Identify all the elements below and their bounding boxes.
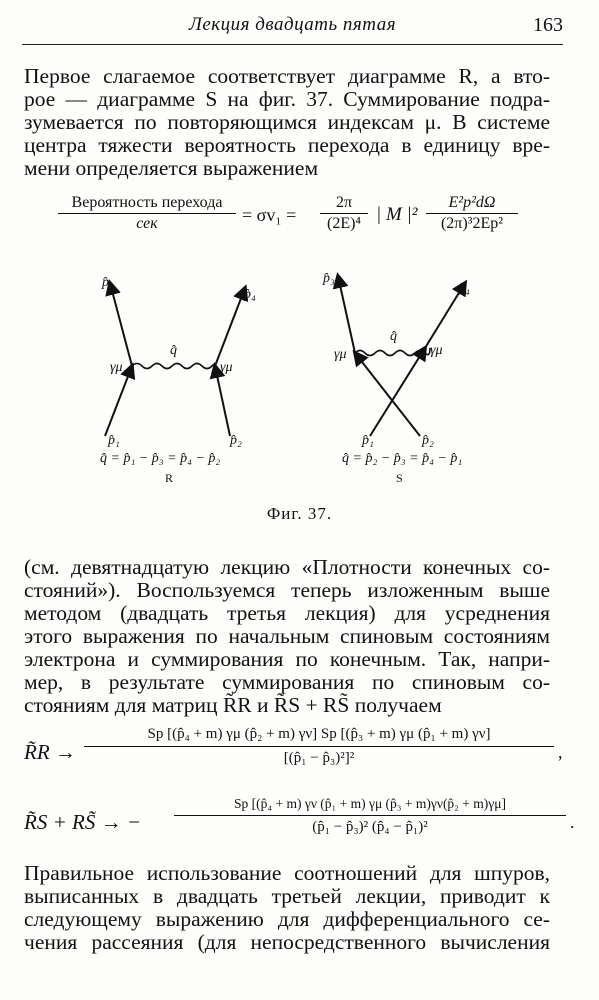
label-r-p1: p̂₁: [108, 433, 120, 448]
text-line: центра тяжести вероятность перехода в единицу вре-: [24, 133, 550, 157]
running-title: Лекция двадцать пятая: [188, 14, 397, 35]
text-line: следующему выражению для дифференциального се-: [24, 907, 550, 931]
equation-rr-comma: ,: [558, 742, 563, 762]
lhs-numerator: Вероятность перехода: [58, 194, 236, 214]
equation-rr-numerator: Sp [(p̂₄ + m) γμ (p̂₂ + m) γν] Sp [(p̂₃ + m) γμ (p̂₁ + m) γν]: [84, 726, 554, 747]
rate-formula: [58, 192, 568, 242]
electron-line-p1: [105, 366, 132, 436]
figure-caption: Фиг. 37.: [266, 504, 333, 523]
label-s-p3: p̂₃: [323, 271, 335, 286]
text-line: мени определяется выражением: [24, 156, 319, 180]
feynman-diagrams: [80, 258, 520, 498]
page-header: [22, 10, 563, 45]
label-s-vertex-right: γμ: [430, 343, 443, 358]
paragraph-1: [24, 65, 550, 180]
lhs-fraction: [58, 194, 236, 233]
text-line: чения рассеяния (для непосредственного вычисления: [24, 930, 550, 954]
equation-rs-period: .: [570, 812, 575, 832]
text-line: методом (двадцать третья лекция) для усреднения: [24, 601, 550, 625]
matrix-element: | M |²: [376, 204, 418, 225]
label-r-p2: p̂₂: [230, 433, 242, 448]
phase-numerator: E²p²dΩ: [426, 194, 518, 214]
relation-s: q̂ = p̂₂ − p̂₃ = p̂₄ − p̂₁: [342, 451, 463, 466]
text-line: этого выражения по начальным спиновым состояниям: [24, 624, 550, 648]
equation-rs-numerator: Sp [(p̂₄ + m) γν (p̂₁ + m) γμ (p̂₃ + m)γν(p̂₂ + m)γμ]: [174, 796, 566, 816]
label-s-p1: p̂₁: [362, 433, 374, 448]
label-s-p4: p̂₄: [458, 281, 470, 296]
equation-rs: [24, 792, 584, 852]
label-s-p2: p̂₂: [422, 433, 434, 448]
paragraph-3: [24, 862, 550, 954]
coef-fraction: [320, 194, 368, 233]
figure-37: [80, 258, 520, 498]
text-line: стояний»). Воспользуемся теперь изложенным выше: [24, 578, 550, 602]
equation-rs-fraction: [174, 796, 566, 836]
text-line: Правильное использование соотношений для шпуров,: [24, 861, 550, 885]
text-line: выписанных в двадцать третьей лекции, приводит к: [24, 884, 550, 908]
sigma-v: = σv₁ =: [242, 205, 297, 225]
page-number: 163: [533, 14, 563, 36]
text-line: (см. девятнадцатую лекцию «Плотности конечных со-: [24, 555, 550, 579]
relation-r: q̂ = p̂₁ − p̂₃ = p̂₄ − p̂₂: [100, 451, 221, 466]
equation-rr: [24, 722, 584, 782]
diagram-s-name: S: [396, 471, 403, 485]
equation-rs-lhs: R̃S + RS̃ → −: [24, 810, 141, 834]
equation-rr-denominator: [(p̂₁ − p̂₃)²]²: [283, 750, 355, 766]
electron-line-p3: [110, 283, 132, 366]
photon-line-q-s: [355, 348, 430, 356]
label-r-vertex-right: γμ: [220, 360, 233, 375]
electron-line-p1-s: [370, 348, 425, 436]
electron-line-p4: [215, 288, 245, 366]
label-r-q: q̂: [170, 343, 177, 358]
text-line: зумевается по повторяющимся индексам μ. В системе: [24, 110, 550, 134]
phase-fraction: [426, 194, 518, 233]
electron-line-p2: [215, 366, 230, 436]
equation-rr-lhs: R̃R →: [24, 740, 76, 764]
equation-rr-fraction: [84, 726, 554, 767]
lhs-denominator: сек: [136, 215, 158, 232]
phase-denominator: (2π)³2Ep²: [440, 215, 504, 232]
label-r-p3: p̂₃: [102, 275, 114, 290]
equation-rs-denominator: (p̂₁ − p̂₃)² (p̂₄ − p̂₁)²: [312, 819, 428, 835]
text-line: электрона и суммирования по конечным. Так, напри-: [24, 647, 550, 671]
diagram-s: [338, 276, 465, 436]
label-s-q: q̂: [390, 329, 397, 344]
photon-line-q: [132, 364, 216, 369]
label-r-p4: p̂₄: [244, 287, 256, 302]
coef-numerator: 2π: [320, 194, 368, 214]
label-s-vertex-left: γμ: [334, 347, 347, 362]
text-line: мер, в результате суммирования по спиновым со-: [24, 670, 550, 694]
coef-denominator: (2E)⁴: [326, 215, 361, 232]
electron-line-p2-s: [355, 353, 420, 436]
text-line: Первое слагаемое соответствует диаграмме R, а вто-: [24, 64, 550, 88]
text-line: стояниям для матриц R̃R и R̃S + RS̃ получаем: [24, 693, 442, 717]
paragraph-2: [24, 556, 550, 717]
label-r-vertex-left: γμ: [110, 360, 123, 375]
diagram-r-name: R: [165, 471, 174, 485]
text-line: рое — диаграмме S на фиг. 37. Суммирование подра-: [24, 87, 550, 111]
electron-line-p3-s: [338, 276, 355, 353]
